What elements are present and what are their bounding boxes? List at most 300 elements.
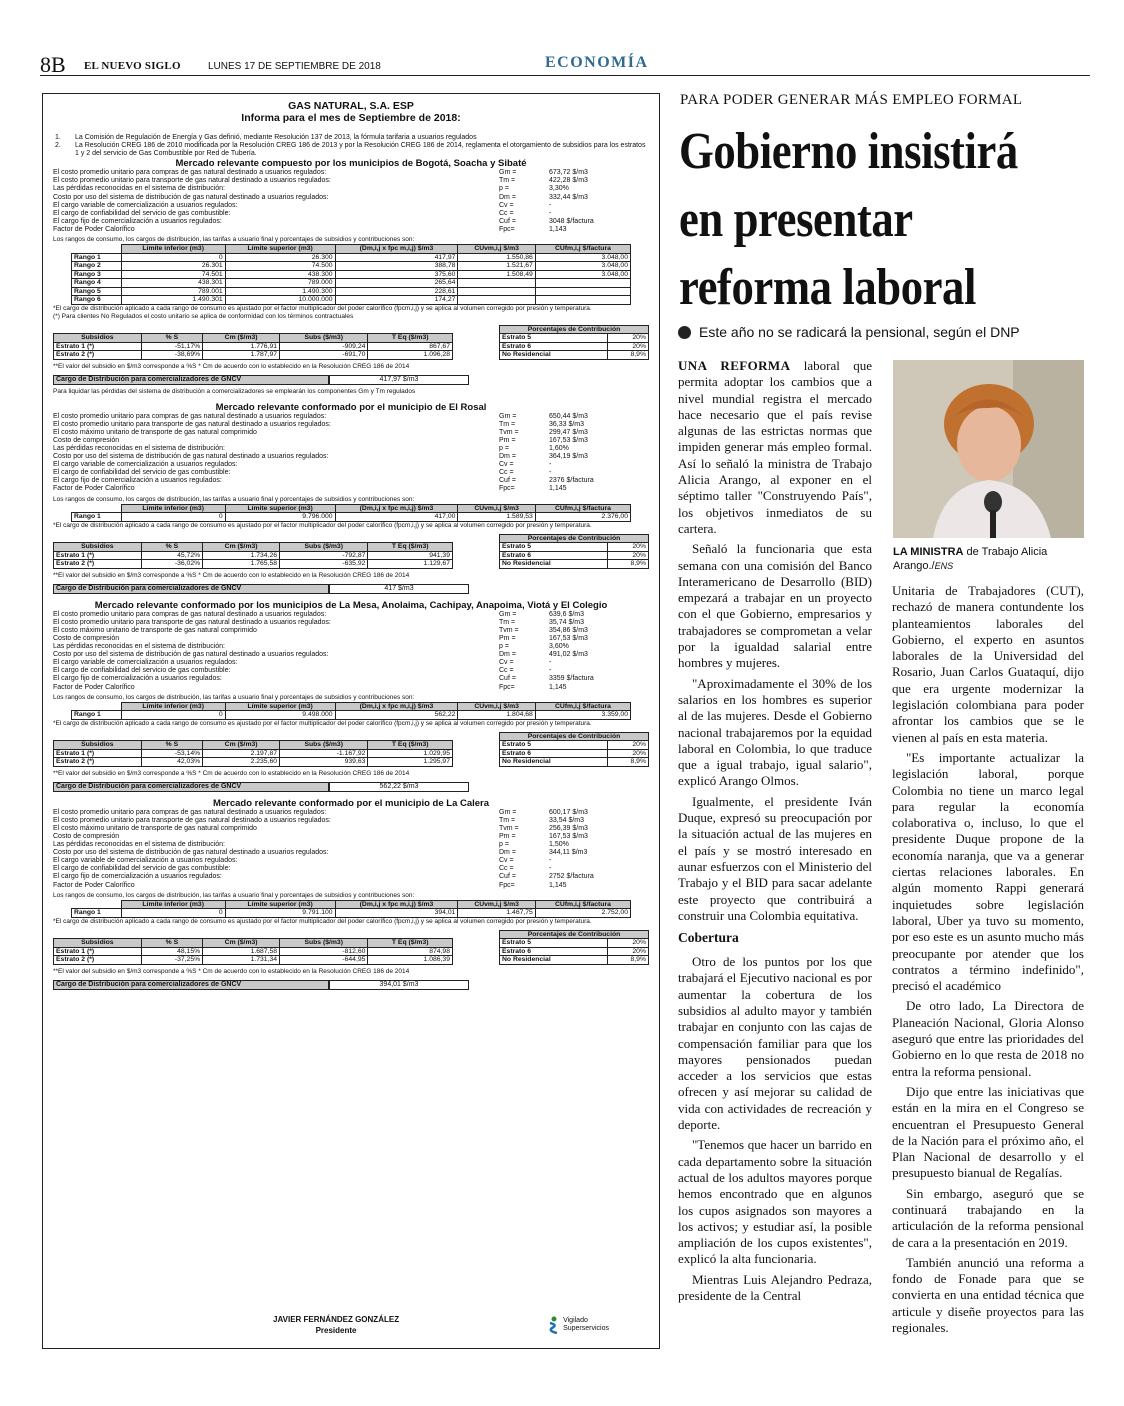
range-header: (Dm,i,j x fpc m,i,j) $/m3 <box>335 504 458 513</box>
parameter-cell: Fpc= <box>499 485 515 493</box>
subsidy-cell: -792,87 <box>280 551 368 560</box>
footnote: *El cargo de distribución aplicado a cada rango de consumo es ajustado por el factor multiplicador del poder calorífico (fpcm,i,j) y se aplica al volumen corregido por presión y temperatura. <box>53 304 592 312</box>
range-cell: Rango 1 <box>72 253 122 262</box>
newspaper-name: EL NUEVO SIGLO <box>84 60 181 72</box>
range-cell: 3.048,00 <box>535 262 630 271</box>
parameter-cell: Cv = <box>499 201 514 209</box>
parameter-cell: Tm = <box>499 420 516 428</box>
range-cell: Rango 5 <box>72 287 122 296</box>
section-title: Mercado relevante compuesto por los municipios de Bogotá, Soacha y Sibaté <box>175 158 527 170</box>
range-cell: 265,64 <box>335 279 458 288</box>
contribution-cell: Estrato 6 <box>500 342 608 351</box>
subsidy-header: Subsidios <box>54 939 142 948</box>
notice-title: GAS NATURAL, S.A. ESP <box>288 100 414 112</box>
contribution-cell: No Residencial <box>500 351 608 360</box>
contribution-table <box>499 930 649 965</box>
ranges-intro: Los rangos de consumo, los cargos de distribución, las tarifas a usuario final y porcentajes de subsidios y contribuciones son: <box>53 693 415 701</box>
ranges-table <box>71 702 631 720</box>
parameter-cell: - <box>549 857 552 865</box>
range-header: Límite inferior (m3) <box>121 504 225 513</box>
subsidy-header: T Eq ($/m3) <box>368 741 453 750</box>
gas-natural-notice <box>42 93 660 1349</box>
parameter-cell: El cargo fijo de comercialización a usuarios regulados: <box>53 873 222 881</box>
parameter-cell: Dm = <box>499 453 516 461</box>
subsidy-cell: Estrato 2 (*) <box>54 758 142 767</box>
section-name: ECONOMÍA <box>545 54 649 71</box>
article-column-1 <box>678 358 872 1308</box>
subsidy-cell: -812,60 <box>280 947 368 956</box>
parameter-cell: Dm = <box>499 849 516 857</box>
range-cell: 1.521,67 <box>458 262 535 271</box>
subsidy-header: Subs ($/m3) <box>280 741 368 750</box>
subsidy-cell: -51,17% <box>141 342 203 351</box>
parameter-cell: 3,60% <box>549 643 569 651</box>
subsidy-cell: -635,92 <box>280 560 368 569</box>
range-row <box>72 513 631 522</box>
parameter-cell: 1,143 <box>549 225 567 233</box>
range-header: (Dm,i,j x fpc m,i,j) $/m3 <box>335 900 458 909</box>
parameter-cell: Gm = <box>499 412 517 420</box>
cargo-label: Cargo de Distribución para comercializadores de GNCV <box>53 980 329 990</box>
parameter-cell: 167,53 $/m3 <box>549 832 588 840</box>
contribution-cell: 20% <box>607 741 648 750</box>
contribution-title: Porcentajes de Contribución <box>500 534 649 543</box>
note-item: 1. La Comisión de Regulación de Energía y Gas definió, mediante Resolución 137 de 2013, la fórmula tarifaria a usuarios regulados <box>55 134 477 141</box>
parameter-cell: El costo promedio unitario para compras de gas natural destinado a usuarios regulados: <box>53 412 327 420</box>
contribution-title: Porcentajes de Contribución <box>500 325 649 334</box>
range-cell: Rango 1 <box>72 513 122 522</box>
subsidy-cell: 45,72% <box>141 551 203 560</box>
subsidy-cell: 1.029,95 <box>368 749 453 758</box>
parameter-cell: El costo promedio unitario para transporte de gas natural destinado a usuarios regulados: <box>53 816 331 824</box>
market-section <box>53 798 649 990</box>
subsidies-table <box>53 333 453 360</box>
parameter-cell: p = <box>499 445 509 452</box>
contribution-cell: Estrato 6 <box>500 947 608 956</box>
superservicios-icon <box>548 1316 560 1334</box>
contribution-title: Porcentajes de Contribución <box>500 732 649 741</box>
parameter-cell: Cv = <box>499 857 514 865</box>
subsidy-cell: 1.765,58 <box>203 560 280 569</box>
page-number: 8B <box>40 52 66 77</box>
parameter-cell: - <box>549 201 552 209</box>
contribution-cell: 8,9% <box>607 351 648 360</box>
article-paragraph: Señaló la funcionaria que esta semana con una comisión del Banco Interamericano de Desarrollo (BID) empezará a trabajar en un proyecto con el que Gobierno, empresarios y trabajadores se comprometan a velar por la igualdad salarial entre hombres y mujeres. <box>678 541 872 671</box>
parameter-cell: El costo máximo unitario de transporte de gas natural comprimido <box>53 824 257 832</box>
article-paragraph: Otro de los puntos por los que trabajará el Ejecutivo nacional es por aumentar la cobertura de los subsidios al adulto mayor y también trabajar en conjunto con las cajas de compensación familiar para que los mayores pensionados puedan acceder a los servicios que estas ofrecen y así mejorar su calidad de vida con actividades de recreación y deporte. <box>678 954 872 1133</box>
range-row <box>72 253 631 262</box>
range-header: CUvm,i,j $/m3 <box>458 245 535 254</box>
parameter-cell: 2376 $/factura <box>549 477 594 485</box>
subsidy-row <box>54 749 453 758</box>
contribution-row <box>500 543 649 552</box>
contribution-cell: 8,9% <box>607 956 648 965</box>
range-cell: Rango 1 <box>72 909 122 918</box>
contribution-row <box>500 947 649 956</box>
contribution-table <box>499 325 649 360</box>
range-cell: 74.500 <box>225 262 335 271</box>
contribution-row <box>500 334 649 343</box>
contribution-cell: 20% <box>607 749 648 758</box>
range-cell <box>535 287 630 296</box>
subsidy-cell: -1.167,92 <box>280 749 368 758</box>
parameter-cell: 639,6 $/m3 <box>549 610 585 618</box>
section-title: Mercado relevante conformado por el municipio de La Calera <box>212 797 490 809</box>
range-cell: 1.589,53 <box>458 513 535 522</box>
subsidy-note: **El valor del subsidio en $/m3 corresponde a %S * Cm de acuerdo con lo establecido en la Resolución CREG 186 de 2014 <box>53 362 410 370</box>
subsidy-header: % S <box>141 334 203 343</box>
range-header <box>72 504 122 513</box>
contribution-row <box>500 342 649 351</box>
range-header: Límite superior (m3) <box>225 900 335 909</box>
subsidy-header: Cm ($/m3) <box>203 741 280 750</box>
parameter-cell: El costo promedio unitario para transporte de gas natural destinado a usuarios regulados: <box>53 420 331 428</box>
parameter-cell: Las pérdidas reconocidas en el sistema de distribución: <box>53 445 225 452</box>
subsidy-cell: 1.086,39 <box>368 956 453 965</box>
range-cell: 10.000.000 <box>225 296 335 305</box>
parameters-list <box>53 809 649 890</box>
subsidy-cell: -644,95 <box>280 956 368 965</box>
contribution-cell: Estrato 6 <box>500 551 608 560</box>
parameter-cell: 3359 $/factura <box>549 675 594 683</box>
minister-photo <box>893 360 1084 538</box>
subsidy-cell: 42,03% <box>141 758 203 767</box>
parameter-cell: El cargo fijo de comercialización a usuarios regulados: <box>53 217 222 225</box>
article-paragraph: Unitaria de Trabajadores (CUT), rechazó de manera contundente los planteamientos laborales del Gobierno, el experto en asuntos laborales de la Universidad del Rosario, Juan Carlos Guataquí, dijo que era urgente modernizar la legislación colombiana para poder afrontar los cambios que se le vienen al país en esta materia. <box>892 583 1084 745</box>
subsidy-cell: -38,69% <box>141 351 203 360</box>
contribution-row <box>500 758 649 767</box>
range-header: CUfm,i,j $/factura <box>535 900 630 909</box>
cargo-row <box>53 782 649 792</box>
parameter-cell: Gm = <box>499 169 517 177</box>
cargo-row <box>53 375 649 385</box>
contribution-cell: No Residencial <box>500 956 608 965</box>
range-cell: 0 <box>121 909 225 918</box>
range-header: Límite inferior (m3) <box>121 702 225 711</box>
signature-block <box>273 1314 399 1336</box>
subsidies-table <box>53 938 453 965</box>
parameter-cell: Pm = <box>499 832 516 840</box>
parameter-cell: p = <box>499 185 509 193</box>
subsidy-cell: Estrato 1 (*) <box>54 342 142 351</box>
parameter-cell: Fpc= <box>499 881 515 889</box>
article-paragraph: De otro lado, La Directora de Planeación Nacional, Gloria Alonso aseguró que entre las prioridades del Gobierno en lo que resta de 2018 no entra la reforma pensional. <box>892 998 1084 1079</box>
range-cell <box>458 287 535 296</box>
subsidy-cell: 48,15% <box>141 947 203 956</box>
notice-subtitle: Informa para el mes de Septiembre de 2018: <box>241 112 461 124</box>
article-paragraph: "Aproximadamente el 30% de los salarios en los hombres es superior al de las mujeres. Desde el Gobierno nacional trabajaremos por la equidad laboral en Colombia, lo que traduce que a igual trabajo, igual salario", explicó Arango Olmos. <box>678 675 872 789</box>
range-cell: 438.300 <box>225 270 335 279</box>
parameter-cell: - <box>549 209 552 217</box>
parameter-cell: El cargo fijo de comercialización a usuarios regulados: <box>53 675 222 683</box>
subsidy-header: Subs ($/m3) <box>280 939 368 948</box>
range-cell: 438.301 <box>121 279 225 288</box>
parameter-cell: El cargo variable de comercialización a usuarios regulados: <box>53 659 238 667</box>
lead-text: laboral que permita adoptar los cambios que a nivel mundial registra el mercado hace necesario que el país revise algunas de las estrictas normas que impiden generar más empleo formal. Así lo señaló la ministra de Trabajo Alicia Arango, al exponer en el séptimo taller "Construyendo País", los objetivos inmediatos de su cartera. <box>678 358 872 536</box>
parameter-cell: Tvm = <box>499 626 519 634</box>
parameter-cell: El cargo de confiabilidad del servicio de gas combustible: <box>53 865 231 873</box>
parameter-cell: Tm = <box>499 177 516 185</box>
subsidy-cell: Estrato 2 (*) <box>54 560 142 569</box>
article-subhead: Este año no se radicará la pensional, según el DNP <box>678 324 1020 340</box>
parameter-cell: Cc = <box>499 667 514 675</box>
ranges-intro: Los rangos de consumo, los cargos de distribución, las tarifas a usuario final y porcentajes de subsidios y contribuciones son: <box>53 891 415 899</box>
range-header <box>72 702 122 711</box>
parameter-cell: El cargo variable de comercialización a usuarios regulados: <box>53 201 238 209</box>
parameter-cell: - <box>549 461 552 469</box>
footnote: *El cargo de distribución aplicado a cada rango de consumo es ajustado por el factor multiplicador del poder calorífico (fpcm,i,j) y se aplica al volumen corregido por presión y temperatura. <box>53 521 592 529</box>
range-cell: 394,01 <box>335 909 458 918</box>
range-header: CUvm,i,j $/m3 <box>458 900 535 909</box>
parameter-cell: Tvm = <box>499 428 519 436</box>
subsidy-header: Subsidios <box>54 334 142 343</box>
range-row <box>72 270 631 279</box>
range-cell: Rango 6 <box>72 296 122 305</box>
parameter-cell: Las pérdidas reconocidas en el sistema de distribución: <box>53 185 225 193</box>
contribution-row <box>500 956 649 965</box>
parameter-cell: Factor de Poder Calorífico <box>53 225 135 233</box>
range-row <box>72 711 631 720</box>
parameter-cell: 364,19 $/m3 <box>549 453 588 461</box>
subsidy-cell: 867,67 <box>368 342 453 351</box>
subsidy-cell: -36,02% <box>141 560 203 569</box>
subsidy-cell: Estrato 2 (*) <box>54 956 142 965</box>
subsidy-header: % S <box>141 543 203 552</box>
subsidy-header: Subs ($/m3) <box>280 543 368 552</box>
parameter-cell: El cargo de confiabilidad del servicio de gas combustible: <box>53 469 231 477</box>
parameter-cell: Dm = <box>499 193 516 201</box>
parameter-cell: Cc = <box>499 209 514 217</box>
subsidy-cell: 1.687,58 <box>203 947 280 956</box>
subsidy-header: Cm ($/m3) <box>203 334 280 343</box>
contribution-cell: 8,9% <box>607 758 648 767</box>
parameter-cell: 332,44 $/m3 <box>549 193 588 201</box>
article-paragraph: Mientras Luis Alejandro Pedraza, presidente de la Central <box>678 1271 872 1304</box>
cargo-row <box>53 584 649 594</box>
contribution-row <box>500 560 649 569</box>
subsidy-header: T Eq ($/m3) <box>368 543 453 552</box>
contribution-title: Porcentajes de Contribución <box>500 930 649 939</box>
parameter-cell: 1,60% <box>549 445 569 452</box>
ranges-table <box>71 900 631 918</box>
range-cell: Rango 4 <box>72 279 122 288</box>
range-cell: 1.804,68 <box>458 711 535 720</box>
ranges-table <box>71 504 631 522</box>
subsidy-cell: Estrato 1 (*) <box>54 947 142 956</box>
contribution-cell: 20% <box>607 543 648 552</box>
subsidy-cell: -691,70 <box>280 351 368 360</box>
cargo-label: Cargo de Distribución para comercializadores de GNCV <box>53 584 329 594</box>
parameter-cell: 3048 $/factura <box>549 217 594 225</box>
range-header <box>72 245 122 254</box>
parameter-cell: Cuf = <box>499 675 516 683</box>
parameter-cell: El cargo fijo de comercialización a usuarios regulados: <box>53 477 222 485</box>
parameter-cell: - <box>549 469 552 477</box>
article-paragraph: Sin embargo, aseguró que se continuará trabajando en la articulación de la reforma pensional de cara a la presentación en 2019. <box>892 1185 1084 1250</box>
subsidy-note: **El valor del subsidio en $/m3 corresponde a %S * Cm de acuerdo con lo establecido en la Resolución CREG 186 de 2014 <box>53 769 410 777</box>
parameter-cell: Factor de Poder Calorífico <box>53 485 135 493</box>
subsidy-cell: -37,25% <box>141 956 203 965</box>
parameter-cell: El cargo de confiabilidad del servicio de gas combustible: <box>53 667 231 675</box>
parameter-cell: Costo por uso del sistema de distribución de gas natural destinado a usuarios regulados: <box>53 651 329 659</box>
range-cell: 3.048,00 <box>535 270 630 279</box>
subsidy-cell: -909,24 <box>280 342 368 351</box>
parameter-cell: Pm = <box>499 436 516 444</box>
range-header: (Dm,i,j x fpc m,i,j) $/m3 <box>335 245 458 254</box>
contribution-row <box>500 749 649 758</box>
range-header: CUvm,i,j $/m3 <box>458 504 535 513</box>
subsidy-note: **El valor del subsidio en $/m3 corresponde a %S * Cm de acuerdo con lo establecido en la Resolución CREG 186 de 2014 <box>53 967 410 975</box>
parameter-cell: El costo máximo unitario de transporte de gas natural comprimido <box>53 626 257 634</box>
subsidy-row <box>54 342 453 351</box>
range-cell: 26.300 <box>225 253 335 262</box>
ranges-intro: Los rangos de consumo, los cargos de distribución, las tarifas a usuario final y porcentajes de subsidios y contribuciones son: <box>53 495 415 503</box>
range-cell: Rango 2 <box>72 262 122 271</box>
contribution-cell: Estrato 5 <box>500 334 608 343</box>
range-cell: 1.490.301 <box>121 296 225 305</box>
parameter-cell: Gm = <box>499 610 517 618</box>
parameter-cell: 2752 $/factura <box>549 873 594 881</box>
range-cell: 2.376,00 <box>535 513 630 522</box>
parameter-cell: El costo promedio unitario para compras de gas natural destinado a usuarios regulados: <box>53 610 327 618</box>
range-header: CUvm,i,j $/m3 <box>458 702 535 711</box>
parameter-cell: Cuf = <box>499 477 516 485</box>
section-after-note: Para liquidar las pérdidas del sistema de distribución a comercializadores se emplearán los componentes Gm y Tm regulados <box>53 387 416 395</box>
signer-name: JAVIER FERNÁNDEZ GONZÁLEZ <box>273 1315 400 1324</box>
parameter-cell: Cv = <box>499 659 514 667</box>
lead-caps: UNA REFORMA <box>678 358 791 373</box>
market-section <box>53 600 649 792</box>
parameter-cell: - <box>549 865 552 873</box>
parameter-cell: 35,74 $/m3 <box>549 618 585 626</box>
range-row <box>72 296 631 305</box>
subsidy-cell: 939,63 <box>280 758 368 767</box>
contribution-row <box>500 351 649 360</box>
parameter-cell: El cargo de confiabilidad del servicio de gas combustible: <box>53 209 231 217</box>
parameter-cell: 1,145 <box>549 881 567 889</box>
parameter-cell: Costo por uso del sistema de distribución de gas natural destinado a usuarios regulados: <box>53 193 329 201</box>
parameter-cell: Tm = <box>499 816 516 824</box>
range-cell: 9.791.100 <box>225 909 335 918</box>
contribution-cell: Estrato 5 <box>500 543 608 552</box>
range-row <box>72 287 631 296</box>
range-cell: 0 <box>121 513 225 522</box>
subsidy-row <box>54 351 453 360</box>
contribution-cell: 20% <box>607 939 648 948</box>
section-title: Mercado relevante conformado por los municipios de La Mesa, Anolaima, Cachipay, Anapoima, Viotá y El Colegio <box>94 599 608 611</box>
parameter-cell: 1,145 <box>549 485 567 493</box>
contribution-row <box>500 551 649 560</box>
cargo-label: Cargo de Distribución para comercializadores de GNCV <box>53 375 329 385</box>
article-paragraph: "Tenemos que hacer un barrido en cada departamento sobre la situación actual de los adultos mayores porque hemos encontrado que en algunos los cupos asignados son mayores a los activos; y estudiar así, la posible ampliación de los cupos existentes", explicó la alta funcionaria. <box>678 1137 872 1267</box>
parameter-cell: Costo por uso del sistema de distribución de gas natural destinado a usuarios regulados: <box>53 453 329 461</box>
article-paragraph <box>678 358 872 537</box>
contribution-row <box>500 741 649 750</box>
contribution-cell: 8,9% <box>607 560 648 569</box>
parameters-list <box>53 611 649 692</box>
issue-date: LUNES 17 DE SEPTIEMBRE DE 2018 <box>208 61 381 72</box>
footnote: (*) Para clientes No Regulados el costo unitario se aplica de conformidad con los términos contractuales <box>53 312 354 320</box>
range-cell: 375,60 <box>335 270 458 279</box>
cargo-value: 394,01 $/m3 <box>329 980 469 990</box>
range-row <box>72 909 631 918</box>
parameter-cell: 299,47 $/m3 <box>549 428 588 436</box>
contribution-cell: No Residencial <box>500 758 608 767</box>
range-header: Límite inferior (m3) <box>121 900 225 909</box>
subsidy-cell: 2.197,87 <box>203 749 280 758</box>
parameter-cell: 36,33 $/m3 <box>549 420 585 428</box>
photo-caption: LA MINISTRA de Trabajo Alicia Arango./ENS <box>893 546 1048 572</box>
contribution-cell: No Residencial <box>500 560 608 569</box>
parameter-cell: Gm = <box>499 808 517 816</box>
article-headline: Gobierno insistirá en presentar reforma laboral <box>679 123 1018 316</box>
parameter-cell: 344,11 $/m3 <box>549 849 588 857</box>
range-row <box>72 262 631 271</box>
parameter-cell: p = <box>499 841 509 849</box>
range-cell: 0 <box>121 711 225 720</box>
parameter-cell: Factor de Poder Calorífico <box>53 683 135 691</box>
parameter-cell: 354,86 $/m3 <box>549 626 588 634</box>
parameter-cell: El costo promedio unitario para compras de gas natural destinado a usuarios regulados: <box>53 808 327 816</box>
range-cell <box>535 296 630 305</box>
subsidy-cell: 1.129,67 <box>368 560 453 569</box>
note-item: 2. La Resolución CREG 186 de 2010 modificada por la Resolución CREG 186 de 2013 y por la Resolución CREG 186 de 2014, reglamenta el otorgamiento de subsidios para los estratos 1 y 2 del servicio de Gas Combustible por Red de Tubería. <box>55 142 646 158</box>
parameters-list <box>53 169 649 234</box>
range-cell: 789.000 <box>225 279 335 288</box>
parameter-cell: Pm = <box>499 634 516 642</box>
range-cell <box>458 279 535 288</box>
subsidy-header: Subsidios <box>54 543 142 552</box>
ranges-table <box>71 244 631 305</box>
range-header: CUfm,i,j $/factura <box>535 504 630 513</box>
range-cell: 74.501 <box>121 270 225 279</box>
cargo-value: 417 $/m3 <box>329 584 469 594</box>
range-cell: 417,00 <box>335 513 458 522</box>
section-title: Mercado relevante conformado por el municipio de El Rosal <box>215 401 487 413</box>
range-header: Límite superior (m3) <box>225 245 335 254</box>
range-cell <box>458 296 535 305</box>
article-column-2 <box>892 583 1084 1340</box>
range-cell: 1.550,86 <box>458 253 535 262</box>
parameter-cell: El costo promedio unitario para compras de gas natural destinado a usuarios regulados: <box>53 169 327 177</box>
parameter-cell: Las pérdidas reconocidas en el sistema de distribución: <box>53 643 225 651</box>
parameter-cell: p = <box>499 643 509 651</box>
article-subtitle: Cobertura <box>678 930 739 946</box>
parameter-cell: 491,02 $/m3 <box>549 651 588 659</box>
contribution-cell: 20% <box>607 551 648 560</box>
parameter-cell: Fpc= <box>499 683 515 691</box>
parameter-cell: 673,72 $/m3 <box>549 169 588 177</box>
parameter-cell: 650,44 $/m3 <box>549 412 588 420</box>
contribution-cell: Estrato 5 <box>500 741 608 750</box>
cargo-row <box>53 980 649 990</box>
range-row <box>72 279 631 288</box>
parameter-cell: Costo por uso del sistema de distribución de gas natural destinado a usuarios regulados: <box>53 849 329 857</box>
range-cell: 228,61 <box>335 287 458 296</box>
subsidy-note: **El valor del subsidio en $/m3 corresponde a %S * Cm de acuerdo con lo establecido en la Resolución CREG 186 de 2014 <box>53 571 410 579</box>
market-section <box>53 158 649 395</box>
parameter-cell: 256,39 $/m3 <box>549 824 588 832</box>
parameter-cell: 1,50% <box>549 841 569 849</box>
subsidy-row <box>54 551 453 560</box>
market-section <box>53 402 649 594</box>
subsidy-header: Cm ($/m3) <box>203 939 280 948</box>
range-cell: 0 <box>121 253 225 262</box>
parameter-cell: 422,28 $/m3 <box>549 177 588 185</box>
superservicios-logo: Vigilado Superservicios <box>548 1316 609 1334</box>
contribution-cell: Estrato 5 <box>500 939 608 948</box>
ranges-intro: Los rangos de consumo, los cargos de distribución, las tarifas a usuario final y porcentajes de subsidios y contribuciones son: <box>53 236 415 244</box>
